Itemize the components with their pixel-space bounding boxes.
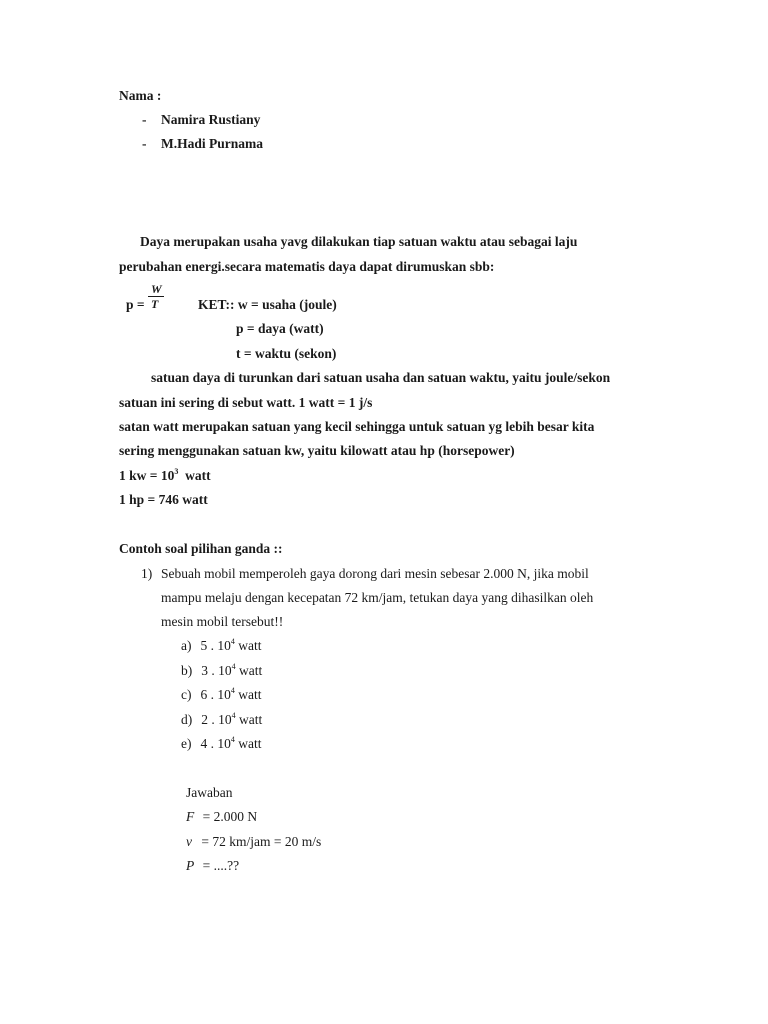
names-heading: Nama : <box>119 88 162 103</box>
answer-heading: Jawaban <box>186 785 233 800</box>
answer-velocity: v = 72 km/jam = 20 m/s <box>186 834 322 849</box>
units-line-2: satuan ini sering di sebut watt. 1 watt = 1 j/s <box>119 395 373 410</box>
option-d: d) 2 . $10^4$ watt <box>181 710 263 727</box>
answer-force: F = 2.000 N <box>186 809 258 824</box>
bullet-dash: - <box>142 112 147 127</box>
option-b: b) 3 . $10^4$ watt <box>181 661 263 678</box>
formula-fraction <box>148 283 182 313</box>
bullet-dash: - <box>142 136 147 151</box>
author-name-2: M.Hadi Purnama <box>161 136 264 151</box>
units-line-3: satan watt merupakan satuan yang kecil sehingga untuk satuan yg lebih besar kita <box>119 419 595 434</box>
option-e: e) 4 . $10^4$ watt <box>181 734 262 751</box>
answer-power: P = ....?? <box>186 858 240 873</box>
author-name-1: Namira Rustiany <box>161 112 261 127</box>
units-line-1: satuan daya di turunkan dari satuan usaha dan satuan waktu, yaitu joule/sekon <box>151 370 611 385</box>
question-line-2: mampu melaju dengan kecepatan 72 km/jam, tetukan daya yang dihasilkan oleh <box>161 590 594 605</box>
fraction-numerator: W <box>151 282 162 296</box>
fraction-denominator: T <box>151 297 159 311</box>
option-c: c) 6 . $10^4$ watt <box>181 685 262 702</box>
ket-waktu: t = waktu (sekon) <box>236 346 337 361</box>
units-line-4: sering menggunakan satuan kw, yaitu kilowatt atau hp (horsepower) <box>119 443 515 458</box>
question-line-1: Sebuah mobil memperoleh gaya dorong dari mesin sebesar 2.000 N, jika mobil <box>161 566 589 581</box>
option-a: a) 5 . $10^4$ watt <box>181 636 262 653</box>
horsepower-conversion: 1 hp = 746 watt <box>119 492 208 507</box>
question-line-3: mesin mobil tersebut!! <box>161 614 284 629</box>
example-heading: Contoh soal pilihan ganda :: <box>119 541 283 556</box>
intro-line-2: perubahan energi.secara matematis daya dapat dirumuskan sbb: <box>119 259 495 274</box>
question-number: 1) <box>141 566 153 581</box>
ket-daya: p = daya (watt) <box>236 321 324 336</box>
kilowatt-conversion: 1 kw = $10^3$ watt <box>119 466 211 483</box>
formula-lhs: p = <box>126 297 145 312</box>
ket-usaha: KET:: w = usaha (joule) <box>198 297 337 312</box>
intro-line-1: Daya merupakan usaha yavg dilakukan tiap satuan waktu atau sebagai laju <box>140 234 578 249</box>
